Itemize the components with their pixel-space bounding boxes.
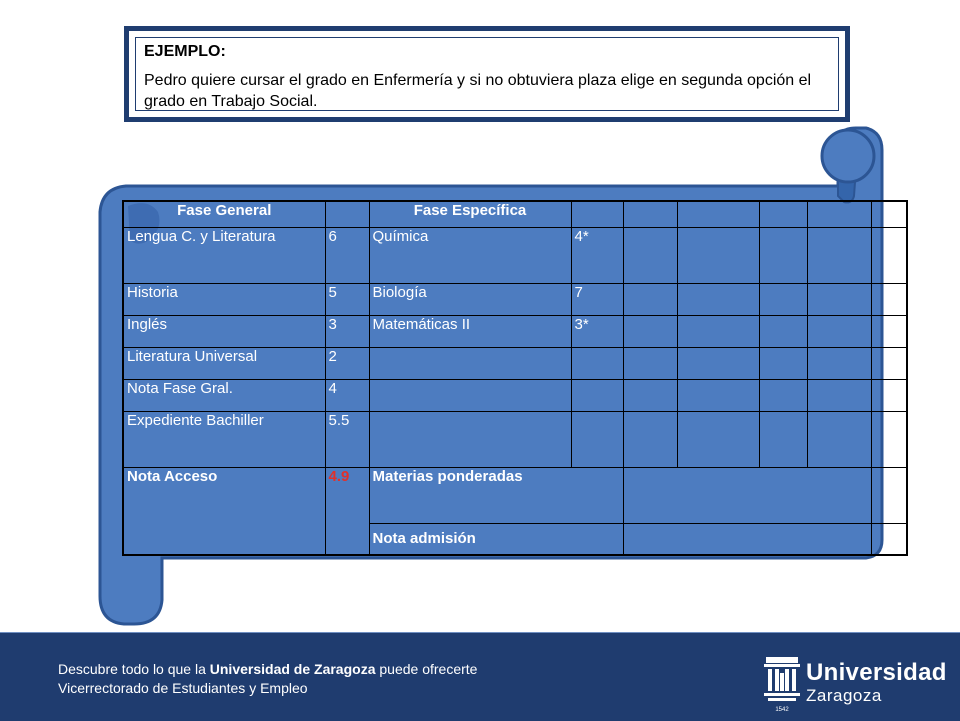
subject-cell: Historia [123,283,325,315]
empty-cell [571,347,623,379]
footer-text [58,660,477,698]
grades-table [122,200,908,556]
specific-subject-cell: Biología [369,283,571,315]
subject-cell: Nota Fase Gral. [123,379,325,411]
empty-cell [677,347,759,379]
empty-cell [623,379,677,411]
table-row [123,411,907,467]
empty-cell [677,411,759,467]
empty-cell [369,411,571,467]
empty-cell [871,379,907,411]
header-empty [571,201,623,227]
empty-cell [759,411,807,467]
header-empty [623,201,677,227]
subject-cell: Literatura Universal [123,347,325,379]
specific-subject-cell: Química [369,227,571,283]
header-fase-general: Fase General [123,201,325,227]
empty-cell [623,315,677,347]
footer-line-1-pre: Descubre todo lo que la [58,661,210,677]
empty-cell [871,227,907,283]
empty-cell [623,411,677,467]
grade-cell: 6 [325,227,369,283]
table-row [123,315,907,347]
header-empty [325,201,369,227]
empty-cell [871,523,907,555]
empty-cell [369,379,571,411]
empty-cell [759,283,807,315]
specific-grade-cell: 7 [571,283,623,315]
empty-cell [871,411,907,467]
empty-cell [807,227,871,283]
logo-word-zaragoza: Zaragoza [806,686,882,705]
example-title: EJEMPLO: [144,43,226,60]
table-row [123,379,907,411]
admission-value-cell [623,523,871,555]
footer-university-name: Universidad de Zaragoza [209,661,376,677]
empty-cell [677,379,759,411]
empty-cell [759,315,807,347]
header-empty [677,201,759,227]
footer-line-1 [58,660,477,679]
specific-grade-cell: 3* [571,315,623,347]
empty-cell [807,283,871,315]
empty-cell [677,283,759,315]
footer-line-2: Vicerrectorado de Estudiantes y Empleo [58,680,308,696]
footer [0,632,960,721]
empty-cell [623,283,677,315]
specific-grade-cell: 4* [571,227,623,283]
empty-cell [677,315,759,347]
empty-cell [871,467,907,523]
example-text: Pedro quiere cursar el grado en Enfermería y si no obtuviera plaza elige en segunda opción el grado en Trabajo Social. [144,72,812,110]
grade-cell: 5 [325,283,369,315]
weighted-value-cell [623,467,871,523]
table-row [123,283,907,315]
access-label: Nota Acceso [123,467,325,555]
header-fase-especifica: Fase Específica [369,201,571,227]
empty-cell [807,411,871,467]
header-empty [871,201,907,227]
university-crest-icon [762,655,802,713]
grade-cell: 4 [325,379,369,411]
empty-cell [807,315,871,347]
specific-subject-cell: Matemáticas II [369,315,571,347]
logo-word-universidad: Universidad [806,659,947,686]
empty-cell [759,379,807,411]
empty-cell [871,347,907,379]
empty-cell [677,227,759,283]
access-value: 4.9 [325,467,369,555]
grade-cell: 5.5 [325,411,369,467]
empty-cell [807,347,871,379]
footer-line-1-post: puede ofrecerte [375,661,478,677]
empty-cell [571,379,623,411]
weighted-label: Materias ponderadas [369,467,623,523]
university-logo [762,655,947,715]
empty-cell [871,283,907,315]
subject-cell: Expediente Bachiller [123,411,325,467]
table-header-row [123,201,907,227]
table-row [123,227,907,283]
header-empty [807,201,871,227]
subject-cell: Inglés [123,315,325,347]
grade-cell: 2 [325,347,369,379]
empty-cell [759,227,807,283]
table-row [123,347,907,379]
empty-cell [571,411,623,467]
logo-year: 1542 [775,707,789,713]
empty-cell [369,347,571,379]
access-row [123,467,907,523]
header-empty [759,201,807,227]
empty-cell [807,379,871,411]
empty-cell [623,227,677,283]
admission-label: Nota admisión [369,523,623,555]
grade-cell: 3 [325,315,369,347]
empty-cell [623,347,677,379]
empty-cell [871,315,907,347]
empty-cell [759,347,807,379]
subject-cell: Lengua C. y Literatura [123,227,325,283]
